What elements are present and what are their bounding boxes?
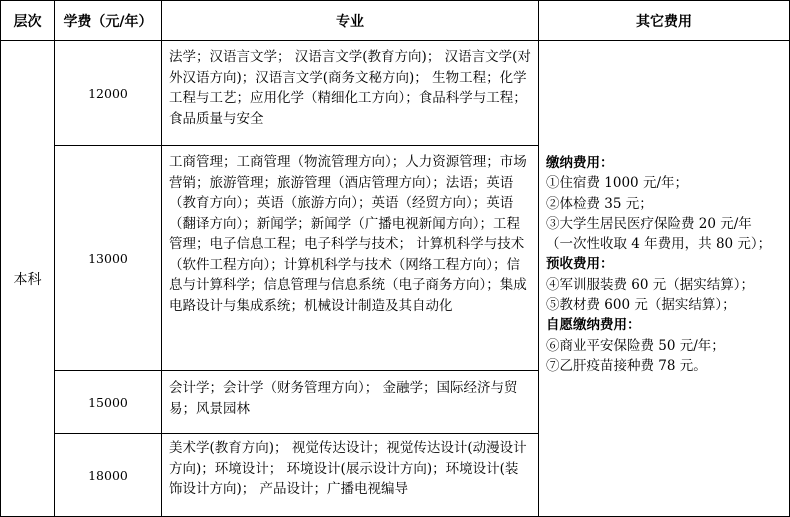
fee-item-medical-insurance-note: （一次性收取 4 年费用，共 80 元）； (546, 236, 772, 253)
level-cell: 本科 (13, 271, 42, 288)
fee-item-accommodation: ①住宿费 1000 元/年； (546, 175, 688, 192)
fee-item-physical-exam: ②体检费 35 元； (546, 195, 653, 212)
prepaid-fees-title: 预收费用： (546, 256, 614, 273)
major-cell: 工商管理；工商管理（物流管理方向）；人力资源管理；市场营销；旅游管理；旅游管理（酒店管理方向）；法语；英语（教育方向）；英语（旅游方向）；英语（经贸方向）；英语（翻译方向）；新闻学；新闻学（广播电视新闻方向）；工程管理；电子信息工程；电子科学与技术； 计算机科学与技术（软件工程方向）；计算机科学与技术（网络工程方向）；信息与计算科学；信息管理与信息系统（电子商务方向）；集成电路设计与集成系统；机械设计制造及其自动化 (169, 154, 527, 314)
mandatory-fees-title: 缴纳费用： (546, 155, 614, 171)
header-tuition: 学费（元/年） (63, 13, 153, 30)
fee-item-military-uniform: ④军训服装费 60 元（据实结算）； (546, 276, 755, 293)
fee-item-hepatitis-vaccine: ⑦乙肝疫苗接种费 78 元。 (546, 357, 707, 374)
tuition-cell: 12000 (88, 85, 128, 101)
header-major: 专业 (336, 13, 364, 30)
tuition-cell: 15000 (88, 394, 128, 410)
tuition-cell: 13000 (88, 250, 128, 266)
header-level: 层次 (13, 13, 42, 30)
other-fees-cell (539, 153, 789, 413)
header-other-fees: 其它费用 (636, 13, 692, 30)
tuition-cell: 18000 (88, 467, 128, 483)
major-cell: 美术学(教育方向)； 视觉传达设计；视觉传达设计(动漫设计方向)；环境设计； 环境设计(展示设计方向)；环境设计(装饰设计方向)； 产品设计；广播电视编导 (169, 440, 527, 497)
fee-item-commercial-insurance: ⑥商业平安保险费 50 元/年； (546, 337, 725, 354)
fee-item-textbooks: ⑤教材费 600 元（据实结算）； (546, 297, 736, 314)
major-cell: 会计学；会计学（财务管理方向）； 金融学；国际经济与贸易；风景园林 (169, 380, 518, 417)
voluntary-fees-title: 自愿缴纳费用： (546, 317, 641, 334)
major-cell: 法学；汉语言文学； 汉语言文学(教育方向)； 汉语言文学(对外汉语方向)；汉语言文学(商务文秘方向)； 生物工程；化学工程与工艺；应用化学（精细化工方向）；食品科学与工程；食品质量与安全 (169, 49, 531, 127)
fee-item-medical-insurance: ③大学生居民医疗保险费 20 元/年 (546, 215, 752, 232)
